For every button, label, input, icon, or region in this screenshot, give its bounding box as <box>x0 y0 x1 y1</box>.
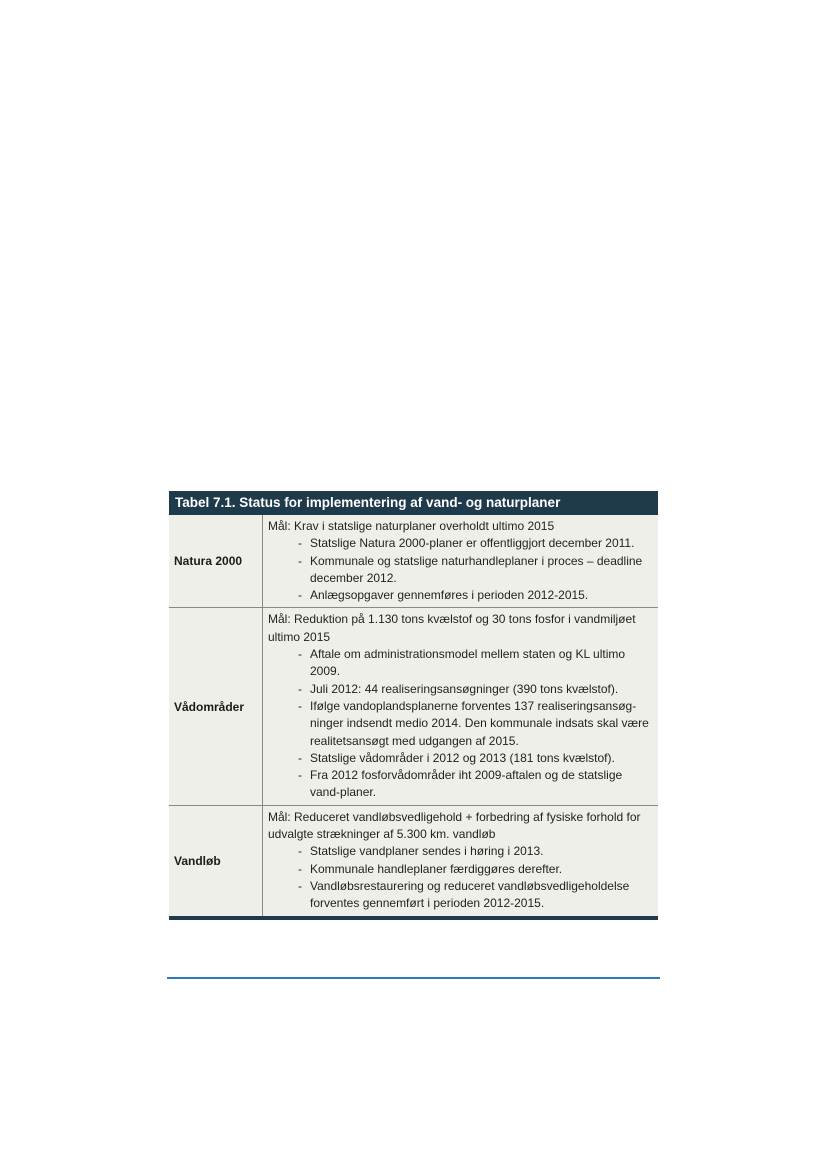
list-item: - Anlægsopgaver gennemføres i perioden 2012-2015. <box>298 588 589 603</box>
footer-divider <box>167 977 660 979</box>
row-body <box>263 515 658 607</box>
table-row-natura-2000 <box>169 515 658 608</box>
row-goal: Mål: Reduceret vandløbsvedligehold + forbedring af fysiske forhold for udvalgte strækninger af 5.300 km. vandløb <box>268 809 641 842</box>
row-goal: Mål: Reduktion på 1.130 tons kvælstof og 30 tons fosfor i vandmiljøet ultimo 2015 <box>268 612 636 644</box>
table-row-vaadomraader <box>169 608 658 805</box>
row-items <box>268 535 652 604</box>
list-item: - Statslige vandplaner sendes i høring i 2013. <box>298 844 544 859</box>
table-title: Tabel 7.1. Status for implementering af vand- og naturplaner <box>169 491 658 515</box>
status-table <box>169 491 658 920</box>
row-body <box>263 608 658 804</box>
row-items <box>268 843 652 912</box>
row-label: Vandløb <box>169 806 263 916</box>
row-body <box>263 806 658 916</box>
row-goal: Mål: Krav i statslige naturplaner overholdt ultimo 2015 <box>268 519 555 533</box>
list-item: - Ifølge vandoplandsplanerne forventes 137 realiseringsansøg-ninger indsendt medio 2014. Den kommunale indsats skal være realitetsansøgt med udgangen af 2015. <box>298 698 649 748</box>
list-item: - Kommunale handleplaner færdiggøres derefter. <box>298 861 563 876</box>
list-item: - Vandløbsrestaurering og reduceret vandløbsvedligeholdelse forventes gennemført i perioden 2012-2015. <box>298 878 630 911</box>
list-item: - Juli 2012: 44 realiseringsansøgninger (390 tons kvælstof). <box>298 681 619 696</box>
list-item: - Aftale om administrationsmodel mellem staten og KL ultimo 2009. <box>298 647 626 679</box>
row-items <box>268 646 652 802</box>
row-label: Vådområder <box>169 608 263 804</box>
row-label: Natura 2000 <box>169 515 263 607</box>
list-item: - Fra 2012 fosforvådområder iht 2009-aftalen og de statslige vand-planer. <box>298 768 623 800</box>
list-item: - Statslige vådområder i 2012 og 2013 (181 tons kvælstof). <box>298 750 615 765</box>
list-item: - Kommunale og statslige naturhandleplaner i proces – deadline december 2012. <box>298 553 643 585</box>
list-item: - Statslige Natura 2000-planer er offentliggjort december 2011. <box>298 536 635 551</box>
table-row-vandloeb <box>169 806 658 916</box>
